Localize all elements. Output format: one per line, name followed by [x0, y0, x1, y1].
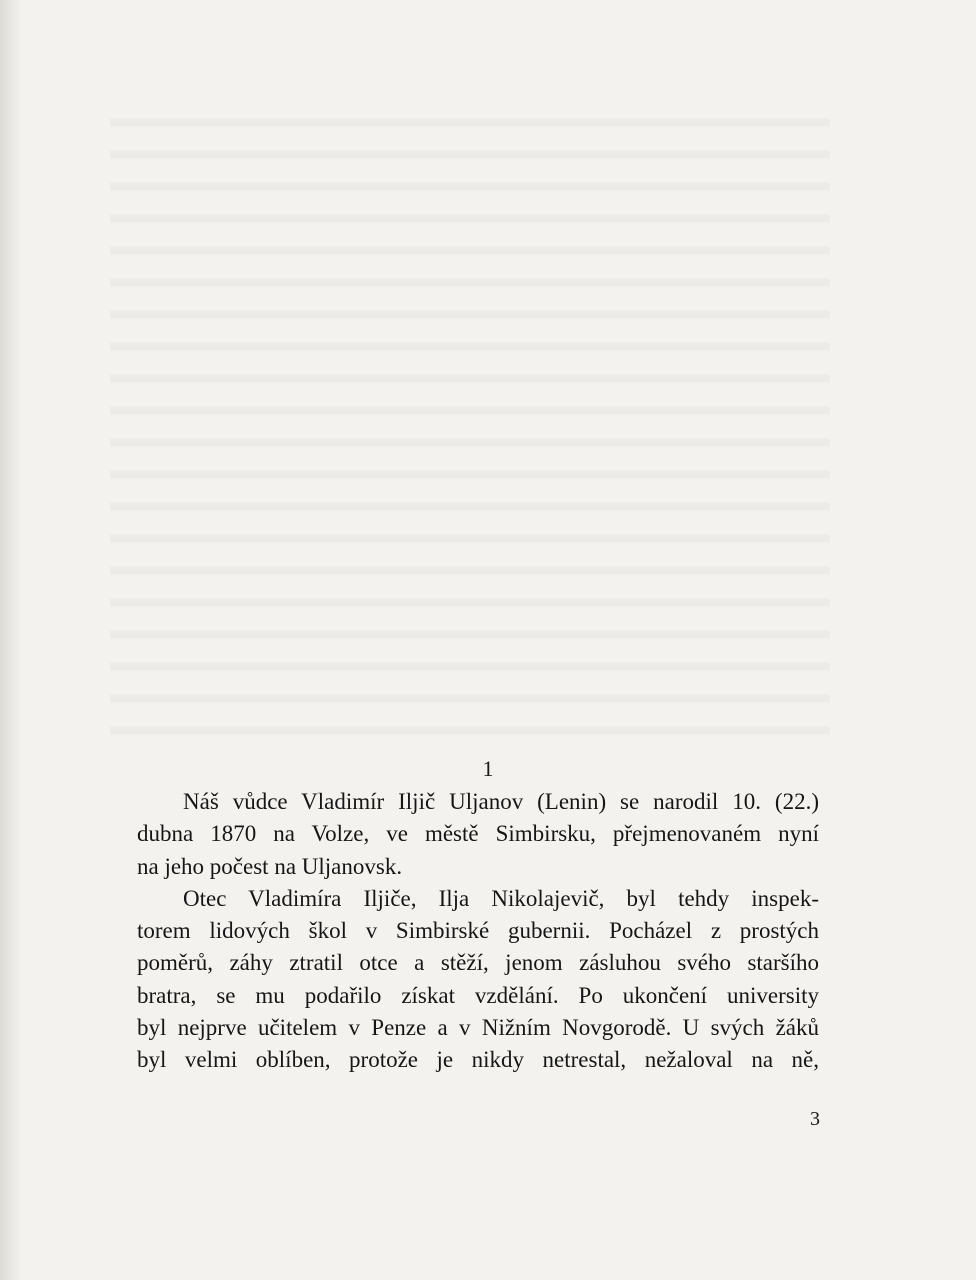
text-line: Náš vůdce Vladimír Iljič Uljanov (Lenin) se narodil 10. (22.) — [183, 789, 819, 814]
page-number: 3 — [810, 1108, 820, 1130]
text-line: torem lidových škol v Simbirské gubernii. Pocházel z prostých — [137, 918, 819, 944]
paragraph-2 — [137, 883, 819, 1077]
text-line: Otec Vladimíra Iljiče, Ilja Nikolajevič, byl tehdy inspek- — [183, 885, 819, 911]
text-line: na jeho počest na Uljanovsk. — [137, 853, 403, 879]
paragraph-1 — [137, 786, 819, 883]
text-line: byl velmi oblíben, protože je nikdy netrestal, nežaloval na ně, — [137, 1047, 819, 1073]
text-line: dubna 1870 na Volze, ve městě Simbirsku, přejmenovaném nyní — [137, 821, 819, 847]
text-line: byl nejprve učitelem v Penze a v Nižním Novgorodě. U svých žáků — [137, 1015, 819, 1041]
body-text — [137, 786, 819, 1077]
show-through-text — [110, 100, 830, 740]
text-line: bratra, se mu podařilo získat vzdělání. Po ukončení university — [137, 982, 819, 1008]
page-gutter-shadow — [0, 0, 22, 1280]
text-line: poměrů, záhy ztratil otce a stěží, jenom zásluhou svého staršího — [137, 950, 819, 976]
chapter-number: 1 — [482, 756, 494, 781]
